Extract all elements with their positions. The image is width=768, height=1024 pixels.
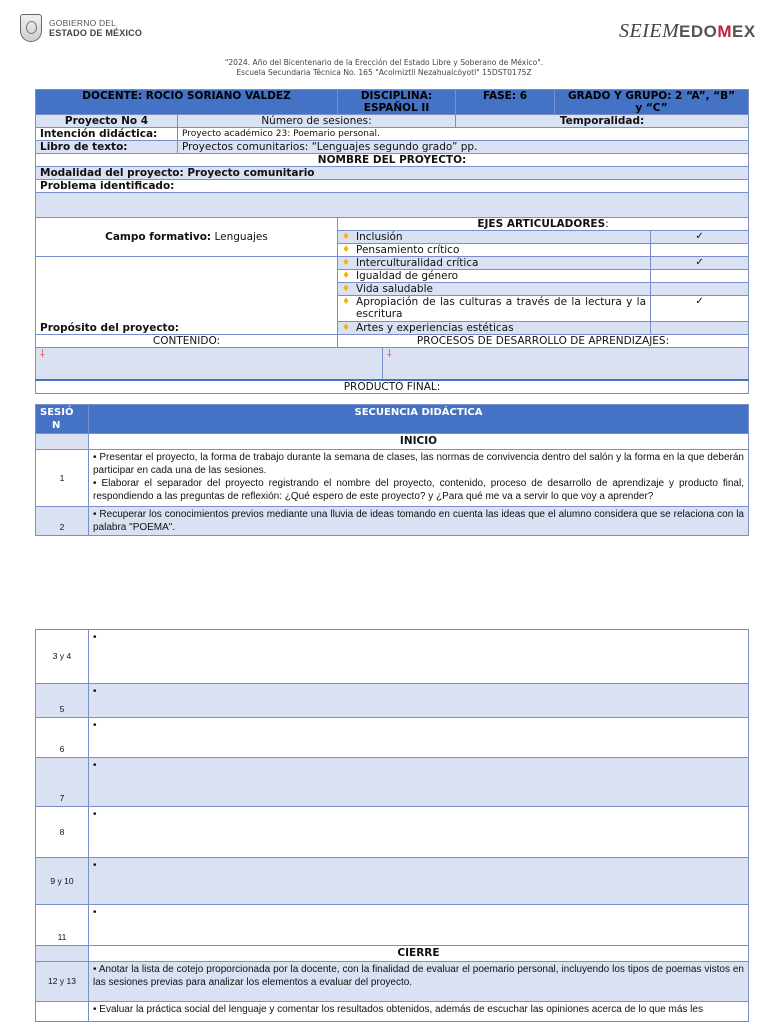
phase-inicio: INICIO [89, 434, 749, 450]
ejes-title: EJES ARTICULADORES: [338, 218, 749, 231]
producto-final: PRODUCTO FINAL: [36, 380, 749, 394]
project-info-table [35, 89, 749, 394]
phase-cierre: CIERRE [89, 946, 749, 962]
eje-row: ♦ Inclusión [338, 231, 651, 244]
phase-empty [36, 434, 89, 450]
session-number: 7 [36, 758, 89, 807]
session-number [36, 1002, 89, 1022]
intencion-value: Proyecto académico 23: Poemario personal. [178, 128, 749, 141]
procesos-value [383, 348, 749, 380]
session-header: SESIÓ N [36, 405, 89, 434]
motto-line1: "2024. Año del Bicentenario de la Erección del Estado Libre y Soberano de México". [224, 58, 544, 67]
grado-cell: GRADO Y GRUPO: 2 “A”, “B” y “C” [555, 90, 749, 115]
eje-check [651, 322, 749, 335]
sequence-table [35, 404, 749, 536]
eje-check [651, 244, 749, 257]
procesos-label: PROCESOS DE DESARROLLO DE APRENDIZAJES: [338, 335, 749, 348]
session-number: 3 y 4 [36, 630, 89, 684]
eje-check [651, 283, 749, 296]
session-activity: • Presentar el proyecto, la forma de trabajo durante la semana de clases, las normas de convivencia dentro del salón y la forma en la que deberán participar en cada una de las sesiones. • Elaborar el separador del proyecto registrando el nombre del proyecto, contenido, proceso de desarrollo de aprendizaje y producto final, respondiendo a las preguntas de reflexión: ¿Qué espero de este proyecto? y ¿Para qué me va a servir lo que voy a aprender? [89, 450, 749, 507]
docente-cell: DOCENTE: ROCIO SORIANO VALDEZ [36, 90, 338, 115]
libro-label: Libro de texto: [36, 141, 178, 154]
session-number: 5 [36, 684, 89, 718]
eje-row: ♦ Artes y experiencias estéticas [338, 322, 651, 335]
session-activity: • Recuperar los conocimientos previos mediante una lluvia de ideas tomando en cuenta las ideas que el alumno considera que se relaciona con la palabra "POEMA". [89, 507, 749, 536]
temporalidad: Temporalidad: [456, 115, 749, 128]
eje-row: ♦ Pensamiento crítico [338, 244, 651, 257]
sequence-header: SECUENCIA DIDÁCTICA [89, 405, 749, 434]
session-activity: • [89, 858, 749, 905]
session-activity: • [89, 905, 749, 946]
intencion-label: Intención didáctica: [36, 128, 178, 141]
session-number: 12 y 13 [36, 962, 89, 1002]
session-activity: • [89, 718, 749, 758]
eje-row: ♦ Igualdad de género [338, 270, 651, 283]
session-activity: • [89, 758, 749, 807]
session-number: 2 [36, 507, 89, 536]
session-activity: • [89, 807, 749, 858]
disciplina-cell: DISCIPLINA: ESPAÑOL II [338, 90, 456, 115]
contenido-label: CONTENIDO: [36, 335, 338, 348]
edomex-logo: EDOMEX [679, 22, 756, 41]
libro-value: Proyectos comunitarios: “Lenguajes segundo grado” pp. [178, 141, 749, 154]
coat-of-arms-icon [20, 14, 42, 42]
session-number: 8 [36, 807, 89, 858]
nombre-proyecto: NOMBRE DEL PROYECTO: [36, 154, 749, 167]
marker-icon: ⸸ [40, 349, 45, 360]
session-activity: • Anotar la lista de cotejo proporcionada por la docente, con la finalidad de evaluar el poemario personal, incluyendo los tipos de poemas vistos en las sesiones previas para analizar los elementos a evaluar del proyecto. [89, 962, 749, 1002]
problema-value [36, 193, 749, 218]
sequence-table-continued [35, 629, 749, 1022]
marker-icon: ⸸ [387, 349, 392, 360]
eje-row: ♦ Interculturalidad crítica [338, 257, 651, 270]
eje-check: ✓ [651, 231, 749, 244]
campo-formativo: Campo formativo: Lenguajes [36, 218, 338, 257]
session-number: 6 [36, 718, 89, 758]
gov-line2: ESTADO DE MÉXICO [49, 28, 143, 38]
modalidad: Modalidad del proyecto: Proyecto comunitario [36, 167, 749, 180]
eje-row: ♦ Vida saludable [338, 283, 651, 296]
num-sesiones: Número de sesiones: [178, 115, 456, 128]
gov-line1: GOBIERNO DEL [49, 18, 117, 28]
session-number: 9 y 10 [36, 858, 89, 905]
phase-empty [36, 946, 89, 962]
proyecto-no: Proyecto No 4 [36, 115, 178, 128]
fase-cell: FASE: 6 [456, 90, 555, 115]
eje-check: ✓ [651, 296, 749, 322]
contenido-value [36, 348, 383, 380]
session-activity: • [89, 630, 749, 684]
eje-row: ♦ Apropiación de las culturas a través de la lectura y la escritura [338, 296, 651, 322]
eje-check [651, 270, 749, 283]
session-activity: • Evaluar la práctica social del lenguaje y comentar los resultados obtenidos, además de escuchar las opiniones acerca de lo que más les [89, 1002, 749, 1022]
eje-check: ✓ [651, 257, 749, 270]
session-number: 1 [36, 450, 89, 507]
session-number: 11 [36, 905, 89, 946]
school-line: Escuela Secundaria Técnica No. 165 "Acolmiztli Nezahualcóyotl" 15DST0175Z [236, 68, 532, 77]
government-logo [20, 14, 142, 42]
problema-identificado: Problema identificado: [36, 180, 749, 193]
session-activity: • [89, 684, 749, 718]
proposito-cell: Propósito del proyecto: [36, 257, 338, 335]
seiem-logo: SEIEM [619, 20, 680, 42]
